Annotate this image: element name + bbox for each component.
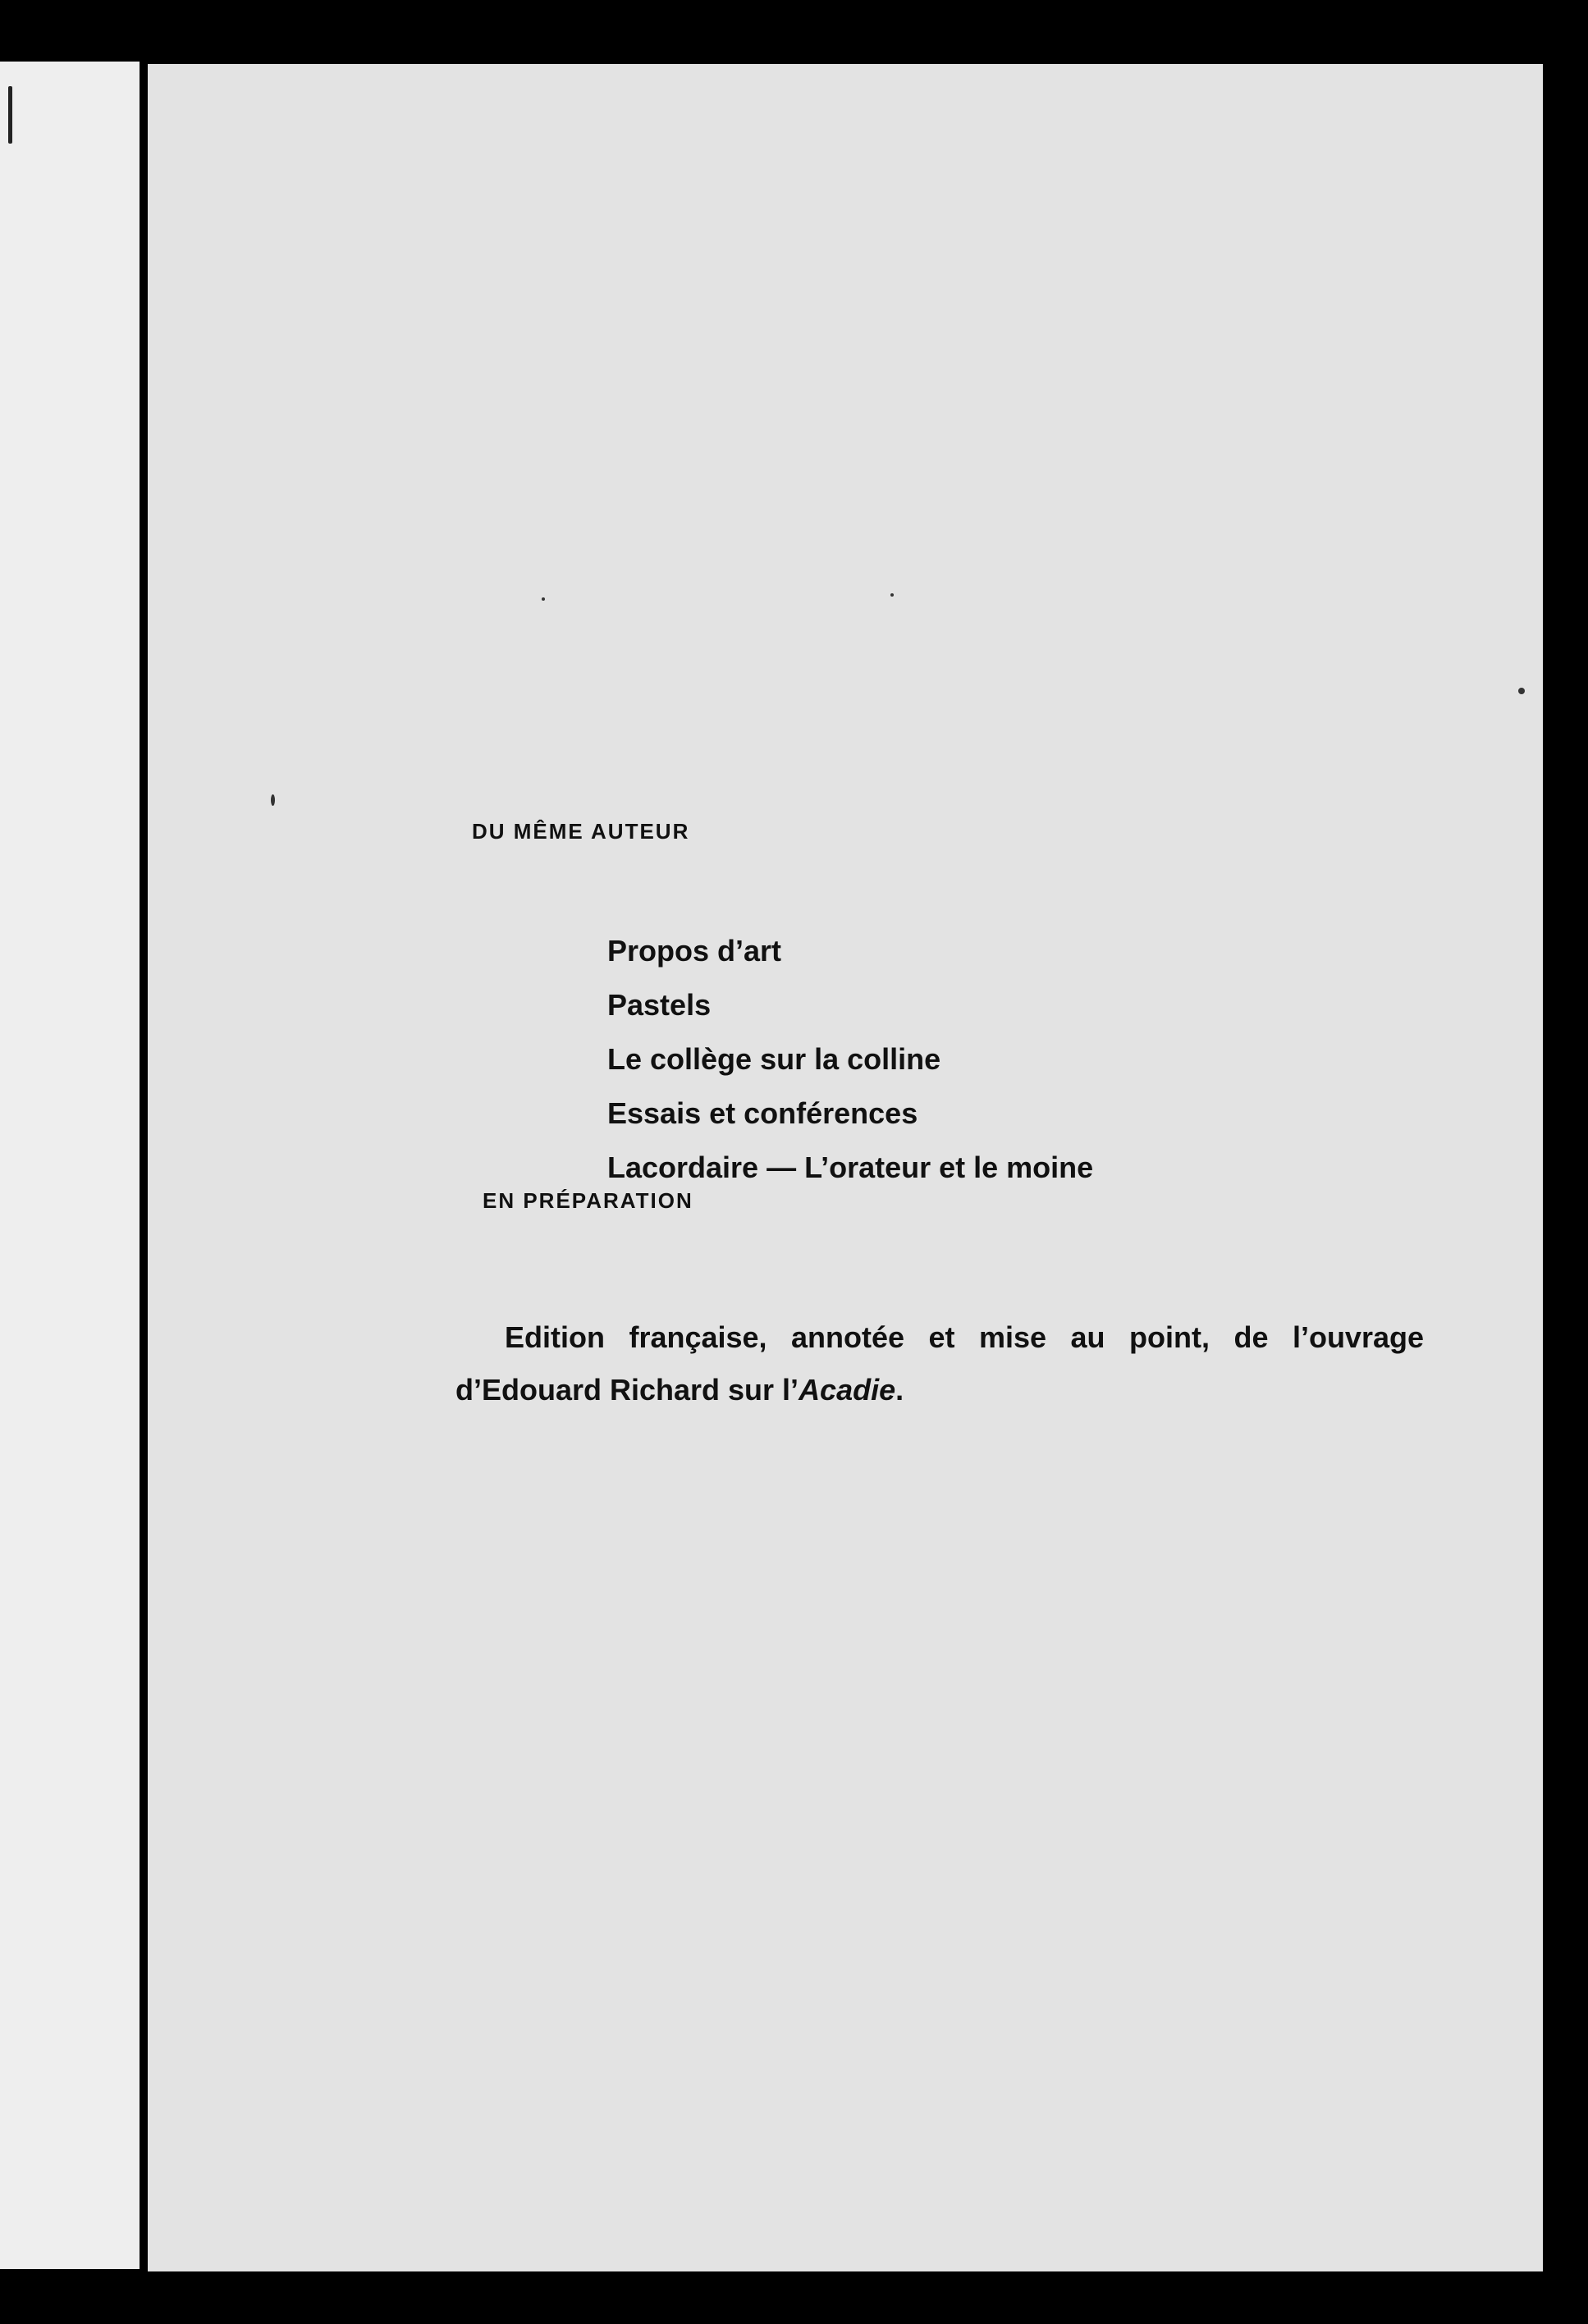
paper-speck [542,597,545,601]
preparation-paragraph [455,1311,1424,1416]
work-item: Lacordaire — L’orateur et le moine [607,1151,1094,1184]
work-item: Essais et conférences [607,1096,918,1130]
paper-speck [271,794,275,806]
work-item: Propos d’art [607,934,782,968]
work-item: Pastels [607,988,712,1022]
heading-en-preparation: EN PRÉPARATION [483,1188,693,1213]
preparation-italic-title: Acadie [799,1373,896,1407]
preparation-text: Edition française, annotée et mise au point, de l’ouvrage d’Edouard Richard sur l’ [455,1320,1424,1407]
heading-du-meme-auteur: DU MÊME AUTEUR [472,819,690,844]
work-item: Le collège sur la colline [607,1042,941,1076]
book-page [148,64,1543,2271]
works-list [607,924,1093,1195]
left-adjacent-page [0,62,140,2269]
page-edge-mark [8,86,12,144]
paper-speck [890,593,894,597]
preparation-text-end: . [895,1373,904,1407]
paper-speck [1518,688,1525,694]
